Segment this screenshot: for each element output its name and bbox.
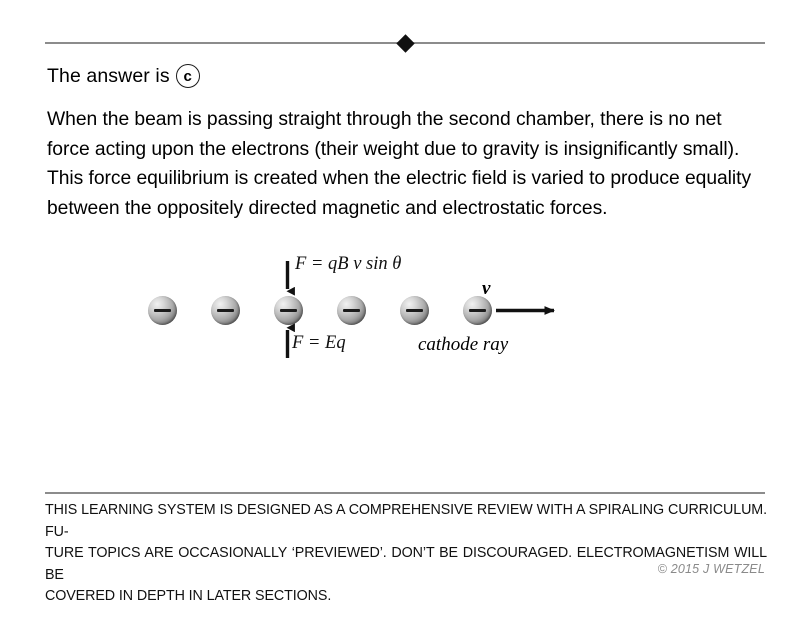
answer-choice-badge: c [176,64,200,88]
footer-note-line: COVERED IN DEPTH IN LATER SECTIONS. [45,588,332,604]
footer-note-line: TURE TOPICS ARE OCCASIONALLY ‘PREVIEWED’. DON’T BE DISCOURAGED. ELECTROMAGNETISM WILL BE [45,545,767,583]
footer-note [45,500,767,608]
diamond-marker-icon [396,34,414,52]
cathode-ray-label: cathode ray [418,334,509,355]
bottom-divider-line [45,492,765,494]
magnetic-force-formula: F = qB v sin θ [295,254,402,274]
answer-line [47,64,200,88]
copyright-label: © 2015 J WETZEL [657,562,765,576]
footer-note-line: THIS LEARNING SYSTEM IS DESIGNED AS A COMPREHENSIVE REVIEW WITH A SPIRALING CURRICULUM. FU- [45,502,767,540]
velocity-label: v [482,278,491,299]
answer-prefix-label: The answer is [47,64,170,87]
explanation-paragraph: When the beam is passing straight through the second chamber, there is no net force acting upon the electrons (their weight due to gravity is insignificantly small). This force equilibrium is created when the electric field is varied to produce equality between the oppositely directed magnetic and electrostatic forces. [47,109,752,219]
electric-force-formula: F = Eq [292,333,346,353]
cathode-ray-diagram [130,250,590,375]
top-divider [45,34,765,56]
